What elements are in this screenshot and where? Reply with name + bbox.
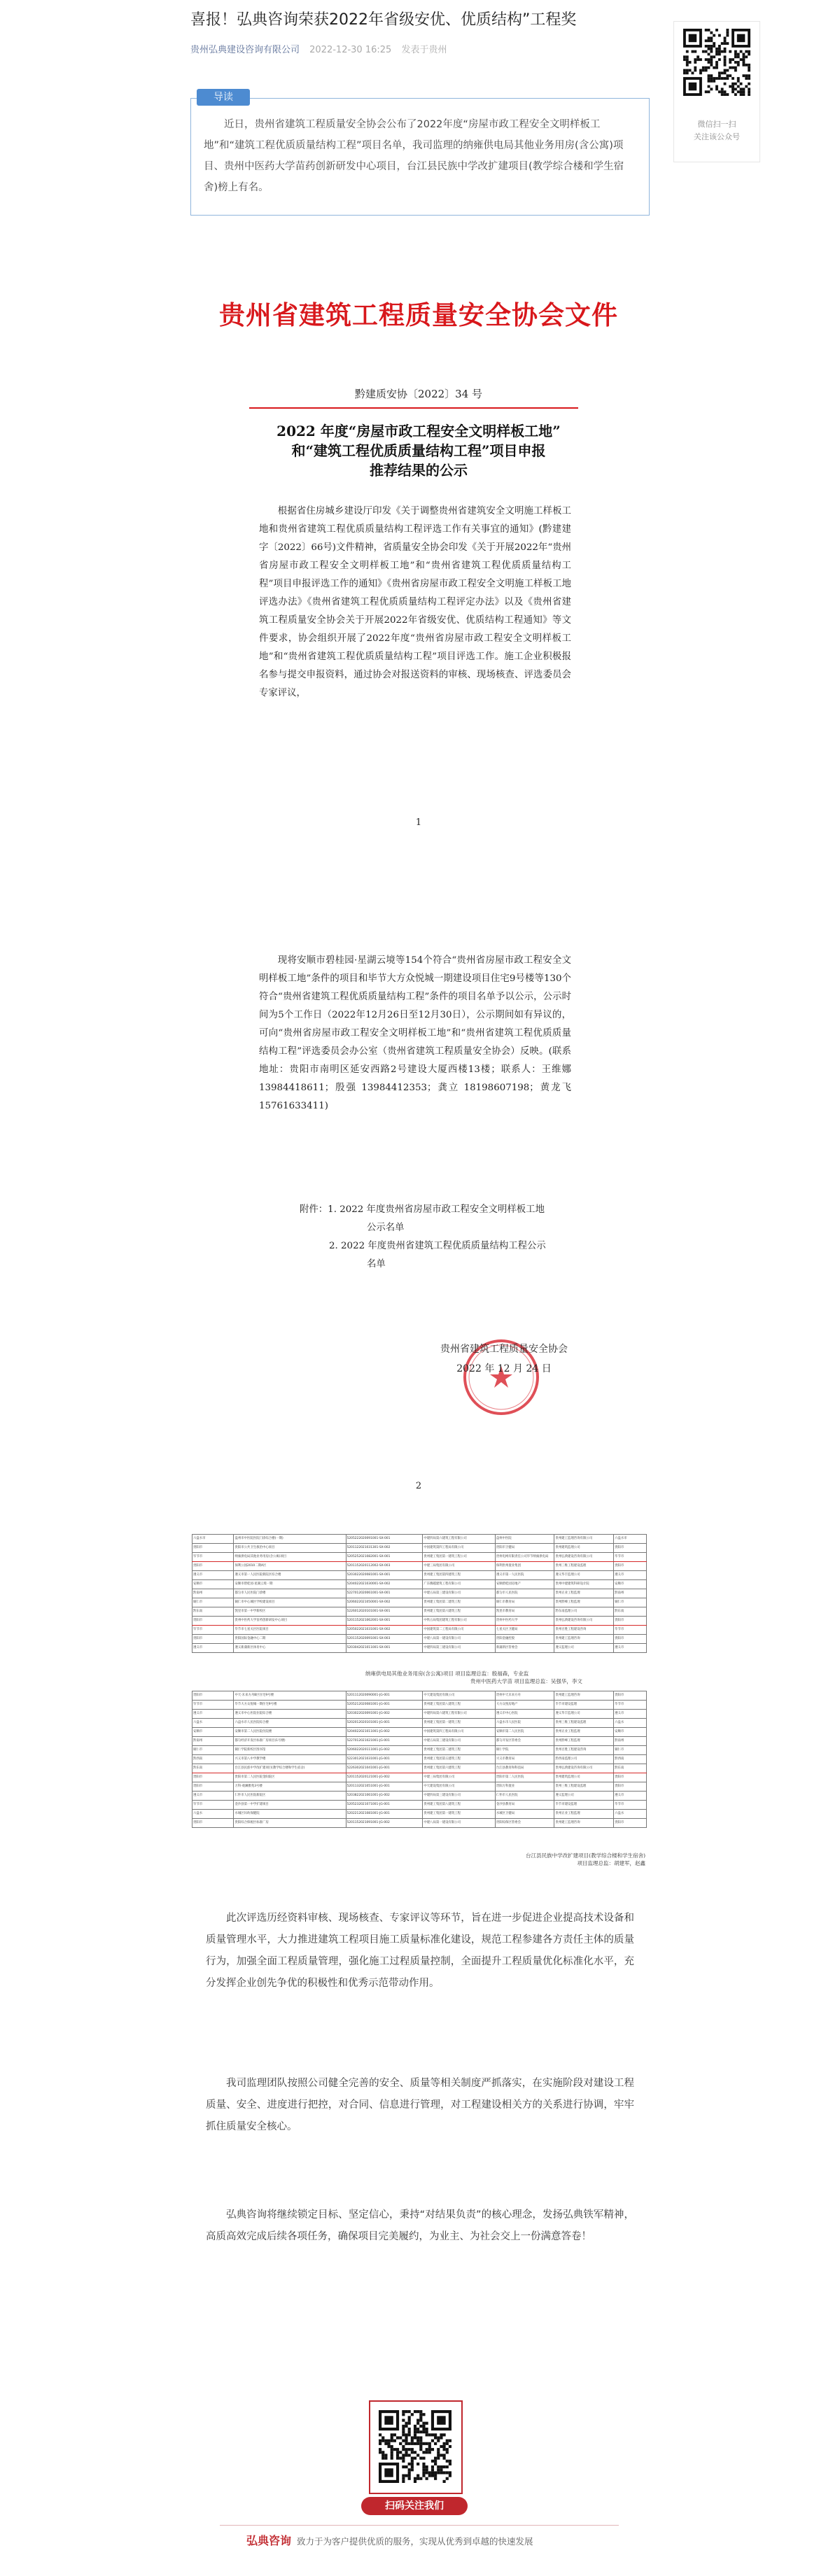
qr-caption-line: 关注该公众号 (694, 132, 740, 141)
article (190, 0, 650, 2576)
table-cell: 台江县民族中学改扩建项目(教学综合楼和学生宿舍) (234, 1764, 346, 1773)
table-cell: 毕节市 (614, 1701, 647, 1710)
table-cell: 遵义市第一人民医院新院区综合楼 (234, 1571, 346, 1580)
attach-item-1-cont: 公示名单 (367, 1223, 405, 1233)
table-cell: 遵义市 (614, 1571, 647, 1580)
table-cell: 铜仁学院新校区图书馆 (234, 1746, 346, 1755)
table-cell: 5204022021030001-SX-002 (346, 1580, 423, 1589)
table-cell: 贵州建工集团第二建筑工程 (423, 1598, 495, 1607)
table-cell: 中建五局第三建设有限公司 (423, 1589, 495, 1598)
table-cell: 遵义监理公司 (554, 1644, 614, 1653)
table-cell: 毕节市建设监理 (554, 1701, 614, 1710)
table-cell: 5202012020101001-JG-001 (346, 1719, 423, 1728)
table-cell: 六盘水 (614, 1810, 647, 1819)
table-cell: 安顺市第二人民医院 (495, 1728, 554, 1737)
table-cell: 5202212021081001-JG-001 (346, 1810, 423, 1819)
table-cell: 都匀市人民医院 (495, 1589, 554, 1598)
table-cell: 5205212020081001-JG-001 (346, 1701, 423, 1710)
footer-qr-code[interactable] (369, 2400, 463, 2494)
table-cell: 安顺市 (614, 1580, 647, 1589)
table-cell: 兴义市教育局 (495, 1755, 554, 1764)
table-cell: 贵阳综合保税区标准厂房 (234, 1819, 346, 1828)
table-cell: 贵阳市 (614, 1562, 647, 1571)
table-cell: 贵州建工集团第二建筑工程 (423, 1746, 495, 1755)
qr-caption-line: 微信扫一扫 (697, 120, 736, 129)
table-cell: 贵阳市 (614, 1691, 647, 1701)
doc-red-header: 贵州省建筑工程质量安全协会文件 (219, 300, 618, 330)
doc-number: 黔建质安协〔2022〕34 号 (354, 388, 483, 400)
table-cell: 遵义市 (192, 1644, 234, 1653)
table-cell: 安顺市第二人民医院住院楼 (234, 1728, 346, 1737)
table-cell: 安顺市碧桂园·星湖云境一期 (234, 1580, 346, 1589)
table-cell: 安顺市 (192, 1580, 234, 1589)
table-cell: 贵州中医药大学苗药创新研发中心项目 (234, 1617, 346, 1626)
signer-org: 贵州省建筑工程质量安全协会 (440, 1344, 568, 1355)
table-cell: 纳雍供电局其他业务用房(含公寓)项目 (234, 1553, 346, 1562)
table-cell: 贵州弘典建设咨询有限公司 (554, 1764, 614, 1773)
table-cell: 都匀市人民医院门诊楼 (234, 1589, 346, 1598)
table-row (192, 1728, 647, 1737)
table-cell: 贵州建工监理咨询 (554, 1635, 614, 1644)
table-cell: 毕节市 (614, 1801, 647, 1810)
table-cell: 贵阳市第二人民医院金阳院区 (234, 1773, 346, 1782)
table-row (192, 1607, 647, 1617)
table-cell: 水城区妇幼保健院 (234, 1810, 346, 1819)
table-cell: 贵州建筑监理公司 (554, 1773, 614, 1782)
table-cell: 5201152020121001-JG-002 (346, 1773, 423, 1782)
table-cell: 贵州电网有限责任公司毕节纳雍供电局 (495, 1553, 554, 1562)
table-cell: 黔东南 (192, 1607, 234, 1617)
table-cell: 5201152021062001-SX-001 (346, 1617, 423, 1626)
paragraph: 我司监理团队按照公司健全完善的安全、质量等相关制度严抓落实，在实施阶段对建设工程质量、安全、进度进行把控，对合同、信息进行管理，对工程建设相关方的关系进行协调，牢牢抓住质量安全核心。 (206, 2078, 634, 2132)
table-cell: 仁怀市人民医院新院区 (234, 1792, 346, 1801)
table-cell: 贵阳市 (614, 1617, 647, 1626)
table-cell: 六盘水市人民医院 (495, 1719, 554, 1728)
table-cell: 万科·观澜雅苑3号楼 (234, 1782, 346, 1792)
table-cell: 遵义市 (614, 1644, 647, 1653)
table-cell: 盘州市中医院医院门诊综合楼(一期) (234, 1535, 346, 1544)
document-page-1 (195, 238, 643, 868)
table-cell: 中建三局集团有限公司 (423, 1562, 495, 1571)
table-cell: 黔南州 (614, 1589, 647, 1598)
table-cell: 贵州正业工程监理 (554, 1810, 614, 1819)
page-number: 1 (415, 817, 422, 828)
table-cell: 5203822021061001-JG-002 (346, 1792, 423, 1801)
attachments (300, 1201, 594, 1274)
table-cell: 贵阳市卫健局 (495, 1544, 554, 1553)
table-cell: 贵州建工集团第八建筑工程 (423, 1801, 495, 1810)
doc-title (195, 421, 643, 480)
table-cell: 金沙县第一中学扩建项目 (234, 1801, 346, 1810)
table-cell: 5203022020081001-SX-001 (346, 1571, 423, 1580)
table-cell: 贵阳国际金融中心二期 (234, 1635, 346, 1644)
table-row (192, 1782, 647, 1792)
table-cell: 黔西南 (614, 1755, 647, 1764)
table-cell: 黔南州 (192, 1737, 234, 1746)
table-cell: 贵阳综保区管委会 (495, 1819, 554, 1828)
table-row (192, 1746, 647, 1755)
article-meta (190, 42, 454, 55)
table-row (192, 1710, 647, 1719)
list-table-1 (192, 1534, 647, 1653)
table-cell: 黔西南 (192, 1755, 234, 1764)
table-cell: 5205252021082001-SX-001 (346, 1553, 423, 1562)
table-row (192, 1701, 647, 1710)
table-cell: 5204022021011001-JG-002 (346, 1728, 423, 1737)
table-cell: 贵州百胜工程建设咨询 (554, 1746, 614, 1755)
table-row (192, 1598, 647, 1607)
page-number: 2 (415, 1481, 422, 1491)
table-cell: 遵义市第一人民医院 (495, 1571, 554, 1580)
table-cell: 六盘水 (192, 1810, 234, 1819)
table-cell: 大方众悦房地产 (495, 1701, 554, 1710)
sidebar-qr-panel[interactable] (673, 21, 760, 162)
table-cell: 安顺市 (192, 1728, 234, 1737)
table-cell: 5205222020091001-SX-001 (346, 1535, 423, 1544)
table-row (192, 1773, 647, 1782)
table-cell: 铜仁市 (192, 1598, 234, 1607)
table-cell: 5223012021031001-JG-001 (346, 1755, 423, 1764)
qr-code-icon (683, 29, 750, 96)
table-cell: 黔南州 (614, 1737, 647, 1746)
table-row (192, 1617, 647, 1626)
table-cell: 贵阳市 (192, 1819, 234, 1828)
table-row (192, 1801, 647, 1810)
table-cell: 中建四局第六建筑工程有限公司 (423, 1535, 495, 1544)
table-cell: 六盘水 (192, 1719, 234, 1728)
table-cell: 遵义市 (614, 1792, 647, 1801)
table-cell: 中天建设集团有限公司 (423, 1782, 495, 1792)
table2-note (428, 1852, 645, 1867)
follow-us-button[interactable]: 扫码关注我们 (361, 2497, 468, 2515)
table-cell: 贵阳市 (614, 1819, 647, 1828)
table-cell: 贵州建工监理咨询 (554, 1819, 614, 1828)
table-cell: 安顺碧桂园房地产 (495, 1580, 554, 1589)
table-row (192, 1544, 647, 1553)
table-cell: 遵义市 (614, 1710, 647, 1719)
table-cell: 中天建设集团有限公司 (423, 1691, 495, 1701)
table-cell: 黔南州 (192, 1589, 234, 1598)
table-cell: 贵州百胜工程建设咨询 (554, 1626, 614, 1635)
doc-body-text-2: 现将安顺市碧桂园·星湖云境等154个符合“贵州省房屋市政工程安全文明样板工地”条件的项目和毕节大方众悦城一期建设项目住宅9号楼等130个符合“贵州省建筑工程优质质量结构工程”条件的项目名单予以公示，公示时间为5个工作日（2022年12月26日至12月30日），公示期间如有异议的，可向“贵州省房屋市政工程安全文明样板工地”和“贵州省建筑工程优质质量结构工程”评选委员会办公室（贵州省建筑工程质量安全协会）反映。(联系地址：贵阳市南明区延安西路2号建设大厦西楼13楼；联系人：王维娜 13984418611；殷强 13984412353；龚立 18198607198；黄龙飞 15761633411) (259, 955, 571, 1111)
signature-block (420, 1339, 588, 1379)
table-cell: 5203022020091001-JG-002 (346, 1710, 423, 1719)
table-cell: 黔东南 (192, 1764, 234, 1773)
slogan-text: 致力于为客户提供优质的服务，实现从优秀到卓越的快速发展 (297, 2536, 533, 2547)
table-cell: 贵州黔峰工程监理 (554, 1598, 614, 1607)
table-cell: 六盘水 (614, 1719, 647, 1728)
table-cell: 贵州中建建筑科研设计院 (554, 1580, 614, 1589)
table-cell: 台江县教育和科技局 (495, 1764, 554, 1773)
table1-note (365, 1670, 645, 1685)
table-cell: 中建五局第三建设有限公司 (423, 1737, 495, 1746)
table-cell: 贵阳市第二人民医院 (495, 1773, 554, 1782)
attach-item-2-cont: 名单 (367, 1259, 386, 1269)
table-row (192, 1562, 647, 1571)
table-cell: 贵州三维工程建设监理 (554, 1719, 614, 1728)
list-table-2 (192, 1691, 647, 1828)
doc-title-line: 和“建筑工程优质质量结构工程”项目申报 (291, 442, 546, 459)
table1-note-line: 贵州中医药大学苗 项目监理总监：吴强华，李文 (470, 1678, 582, 1684)
table (192, 1691, 647, 1828)
doc-red-rule (249, 407, 578, 409)
table-cell: 贵州黔峰工程监理 (554, 1737, 614, 1746)
table-cell: 贵州正业工程监理 (554, 1589, 614, 1598)
table-cell: 贵州正业工程监理 (554, 1728, 614, 1737)
table-cell: 5227012021021001-JG-001 (346, 1737, 423, 1746)
paragraph: 此次评选历经资料审核、现场核查、专家评议等环节，旨在进一步促进企业提高技术设备和质量管理水平，大力推进建筑工程项目施工质量标准化建设，规范工程参建各方责任主体的质量行为，加强全面工程质量管理，强化施工过程质量控制，全面提升工程质量优化标准化水平，充分发挥企业创先争优的积极性和优秀示范带动作用。 (206, 1913, 634, 1989)
table-cell: 凯里市第一中学新校区 (234, 1607, 346, 1617)
document-page-2 (195, 924, 643, 1498)
table-cell: 六盘水市人民医院综合楼 (234, 1719, 346, 1728)
table-cell: 遵义市中心医院住院综合楼 (234, 1710, 346, 1719)
table-cell: 贵阳市 (192, 1691, 234, 1701)
table-cell: 贵州建筑监理公司 (554, 1544, 614, 1553)
paragraph: 弘典咨询将继续锁定目标、坚定信心，秉持“对结果负责”的核心理念，发扬弘典铁军精神，高质高效完成后续各项任务，确保项目完美履约，为业主、为社会交上一份满意答卷！ (206, 2209, 634, 2242)
table-cell: 毕节市 (614, 1553, 647, 1562)
table-cell: 5227012020061001-SX-001 (346, 1589, 423, 1598)
table-row (192, 1644, 647, 1653)
account-name-link[interactable]: 贵州弘典建设咨询有限公司 (190, 45, 300, 55)
table-cell: 毕节市建设监理 (554, 1801, 614, 1810)
attach-label: 附件： (300, 1204, 328, 1215)
table-cell: 保利贵州置业集团 (495, 1562, 554, 1571)
table-cell: 遵义市 (192, 1571, 234, 1580)
table-cell: 中建三局集团有限公司 (423, 1773, 495, 1782)
table-row (192, 1810, 647, 1819)
table-cell: 毕节市 (614, 1626, 647, 1635)
table-row (192, 1764, 647, 1773)
table-cell: 中建四局第六建筑工程有限公司 (423, 1710, 495, 1719)
table-cell: 遵义监理公司 (554, 1792, 614, 1801)
table-cell: 贵阳市 (192, 1773, 234, 1782)
table-cell: 毕节市 (192, 1701, 234, 1710)
table-cell: 都匀经济开发区标准厂房项目(1号楼) (234, 1737, 346, 1746)
table-row (192, 1589, 647, 1598)
table-cell: 贵州建工集团第一建筑工程 (423, 1810, 495, 1819)
table-cell: 遵义新蒲新区体育中心 (234, 1644, 346, 1653)
table-cell: 中国建筑第四工程局有限公司 (423, 1544, 495, 1553)
table-cell: 保利公园2010二期A区 (234, 1562, 346, 1571)
table-cell: 毕节大方众悦城一期住宅9号楼 (234, 1701, 346, 1710)
publish-datetime: 2022-12-30 16:25 (309, 45, 392, 55)
table-cell: 贵州建工集团第八建筑工程 (423, 1701, 495, 1710)
table-cell: 盘州中医院 (495, 1535, 554, 1544)
table-cell: 贵州建工集团第六建筑工程 (423, 1607, 495, 1617)
doc-body-text: 根据省住房城乡建设厅印发《关于调整贵州省建筑安全文明施工样板工地和贵州省建筑工程优质质量结构工程评选工作有关事宜的通知》(黔建建字〔2022〕66号)文件精神，省质量安全协会印发《关于开展2022年“贵州省房屋市政工程安全文明样板工地”和“贵州省建筑工程优质质量结构工程”项目申报评选工作的通知》《贵州省房屋市政工程安全文明施工样板工地评选办法》《贵州省建筑工程优质质量结构工程评定办法》以及《贵州省建筑工程质量安全协会关于开展2022年省级安优、优质结构工程通知》等文件要求，协会组织开展了2022年度“贵州省房屋市政工程安全文明样板工地”和“贵州省建筑工程优质质量结构工程”项目评选工作。施工企业积极报名参与提交申报资料，通过协会对报送资料的审核、现场核查、评选委员会专家评议， (259, 506, 571, 698)
table-cell: 贵州建工集团第一建筑工程公司 (423, 1553, 495, 1562)
table-cell: 遵义市 (192, 1710, 234, 1719)
table-cell: 中建八局第一建设有限公司 (423, 1819, 495, 1828)
table-cell: 5226012020101001-SX-001 (346, 1607, 423, 1617)
attach-item-2: 2. 2022 年度贵州省建筑工程优质质量结构工程公示 (329, 1241, 546, 1251)
table-cell: 贵阳市 (614, 1782, 647, 1792)
table-cell: 中建四局第三建设有限公司 (423, 1792, 495, 1801)
table-cell: 贵州弘典建设咨询有限公司 (554, 1617, 614, 1626)
doc-title-line: 2022 年度“房屋市政工程安全文明样板工地” (276, 423, 561, 439)
table-cell: 铜仁市 (192, 1746, 234, 1755)
table-cell: 凯里市教育局 (495, 1607, 554, 1617)
table-row (192, 1580, 647, 1589)
table-cell: 铜仁学院 (495, 1746, 554, 1755)
table-cell: 黔西南监理公司 (554, 1755, 614, 1764)
table-cell: 贵州弘典建设咨询有限公司 (554, 1553, 614, 1562)
table-row (192, 1719, 647, 1728)
table-cell: 六盘水市 (192, 1535, 234, 1544)
table-cell: 中铁五局集团建筑工程有限公司 (423, 1617, 495, 1626)
table-cell: 5201112020090001-JG-001 (346, 1691, 423, 1701)
table-cell: 金沙县教育局 (495, 1801, 554, 1810)
table-cell: 黔东南监理公司 (554, 1607, 614, 1617)
table-cell: 兴义市第八中学教学楼 (234, 1755, 346, 1764)
table-cell: 贵阳市 (614, 1544, 647, 1553)
table-cell: 5201132021051001-JG-001 (346, 1782, 423, 1792)
table-cell: 贵州中天未来方舟 (495, 1691, 554, 1701)
table-cell: 贵州建工集团第六建筑工程 (423, 1764, 495, 1773)
table-cell: 中天·未来方舟B区住宅9号楼 (234, 1691, 346, 1701)
attach-item-1: 1. 2022 年度贵州省房屋市政工程安全文明样板工地 (328, 1204, 545, 1215)
table-cell: 贵州三维工程建设监理 (554, 1562, 614, 1571)
table-cell: 遵义市 (192, 1792, 234, 1801)
table-cell: 七星关区卫健局 (495, 1626, 554, 1635)
sign-date: 2022 年 12 月 24 日 (456, 1363, 552, 1374)
table-row (192, 1819, 647, 1828)
table-cell: 5206022020111001-JG-002 (346, 1746, 423, 1755)
table-cell: 贵州中医药大学 (495, 1617, 554, 1626)
table-cell: 中建八局第一建设有限公司 (423, 1635, 495, 1644)
table-cell: 5206022021050001-SX-002 (346, 1598, 423, 1607)
table-cell: 广东腾越建筑工程有限公司 (423, 1580, 495, 1589)
table-cell: 5201122021031301-SX-002 (346, 1544, 423, 1553)
table-cell: 遵义市中心医院 (495, 1710, 554, 1719)
table-cell: 铜仁市 (614, 1746, 647, 1755)
table-cell: 水城区卫健局 (495, 1810, 554, 1819)
table-cell: 新蒲新区管委会 (495, 1644, 554, 1653)
table-cell: 遵义华丰监理公司 (554, 1710, 614, 1719)
table-cell: 黔东南 (614, 1607, 647, 1617)
table-cell: 铜仁市教育局 (495, 1598, 554, 1607)
table-cell: 毕节市 (192, 1553, 234, 1562)
table-row (192, 1691, 647, 1701)
table-cell: 铜仁市中心城区学校建设项目 (234, 1598, 346, 1607)
table-cell: 贵州建工集团第五建筑工程 (423, 1755, 495, 1764)
table-cell: 贵州三维工程建设监理 (554, 1782, 614, 1792)
table-cell: 贵州建工集团第四建筑工程 (423, 1571, 495, 1580)
table-row (192, 1755, 647, 1764)
table-cell: 毕节市 (192, 1626, 234, 1635)
table-cell: 5201152021091001-JG-002 (346, 1819, 423, 1828)
table-cell: 黔东南 (614, 1764, 647, 1773)
table-row (192, 1535, 647, 1544)
table-cell: 中国建筑第四工程局有限公司 (423, 1728, 495, 1737)
guide-text: 近日，贵州省建筑工程质量安全协会公布了2022年度“房屋市政工程安全文明样板工地”和“建筑工程优质质量结构工程”项目名单，我司监理的纳雍供电局其他业务用房(含公寓)项目、贵州中医药大学苗药创新研发中心项目，台江县民族中学改扩建项目(教学综合楼和学生宿舍)榜上有名。 (204, 119, 624, 193)
table-cell: 5205232021071001-JG-001 (346, 1801, 423, 1810)
table-cell: 毕节市 (192, 1801, 234, 1810)
table1-note-line: 纳雍供电局其他业务用房(含公寓)项目 项目监理总监：殷福森，专业监 (365, 1670, 529, 1677)
table2-note-line: 台江县民族中学改扩建项目(教学综合楼和学生宿舍) (526, 1852, 645, 1859)
table-row (192, 1626, 647, 1635)
table-cell: 贵阳市公共卫生救治中心项目 (234, 1544, 346, 1553)
table-cell: 贵州建工监理咨询有限公司 (554, 1535, 614, 1544)
guide-box (190, 92, 650, 216)
table (192, 1534, 647, 1653)
table-cell: 5201152020091001-SX-003 (346, 1635, 423, 1644)
table-row (192, 1737, 647, 1746)
table-cell: 贵州建工监理咨询 (554, 1691, 614, 1701)
table-cell: 遵义华丰监理公司 (554, 1571, 614, 1580)
table-cell: 中国建筑第二工程局有限公司 (423, 1626, 495, 1635)
table2-note-line: 项目监理总监：胡建军，赵鑫 (577, 1860, 645, 1866)
table-row (192, 1553, 647, 1562)
table-cell: 贵阳市 (614, 1773, 647, 1782)
table-cell: 贵阳市 (192, 1562, 234, 1571)
table-cell: 贵阳市 (192, 1617, 234, 1626)
table-cell: 贵阳万科置业 (495, 1782, 554, 1792)
table-cell: 贵阳市 (192, 1782, 234, 1792)
table-cell: 5226302021041001-JG-001 (346, 1764, 423, 1773)
table-cell: 安顺市 (614, 1728, 647, 1737)
table-cell: 中建四局第三建设有限公司 (423, 1644, 495, 1653)
table-cell: 铜仁市 (614, 1598, 647, 1607)
table-cell: 贵州建工集团第一建筑工程 (423, 1719, 495, 1728)
table-cell: 5205022021031001-SX-002 (346, 1626, 423, 1635)
qr-code-icon (379, 2410, 451, 2483)
brand-name: 弘典咨询 (246, 2534, 292, 2547)
table-cell: 贵阳金融控股 (495, 1635, 554, 1644)
footer-divider (220, 2525, 619, 2526)
table-row (192, 1571, 647, 1580)
table-cell: 毕节市七星关区医院项目 (234, 1626, 346, 1635)
table-cell: 仁怀市人民医院 (495, 1792, 554, 1801)
table-cell: 都匀开发区管委会 (495, 1737, 554, 1746)
table-row (192, 1635, 647, 1644)
article-title: 喜报！弘典咨询荣获2022年省级安优、优质结构”工程奖 (190, 11, 577, 29)
table-cell: 贵阳市 (192, 1635, 234, 1644)
table-cell: 六盘水市 (614, 1535, 647, 1544)
publish-location: 发表于贵州 (401, 45, 447, 55)
guide-tab-label: 导读 (197, 89, 250, 106)
table-row (192, 1792, 647, 1801)
table-cell: 贵阳市 (192, 1544, 234, 1553)
doc-title-line: 推荐结果的公示 (370, 462, 468, 479)
table-cell: 5203042021011001-SX-001 (346, 1644, 423, 1653)
footer-slogan (246, 2532, 610, 2548)
table-cell: 5201152020112002-SX-003 (346, 1562, 423, 1571)
table-cell: 贵阳市 (614, 1635, 647, 1644)
